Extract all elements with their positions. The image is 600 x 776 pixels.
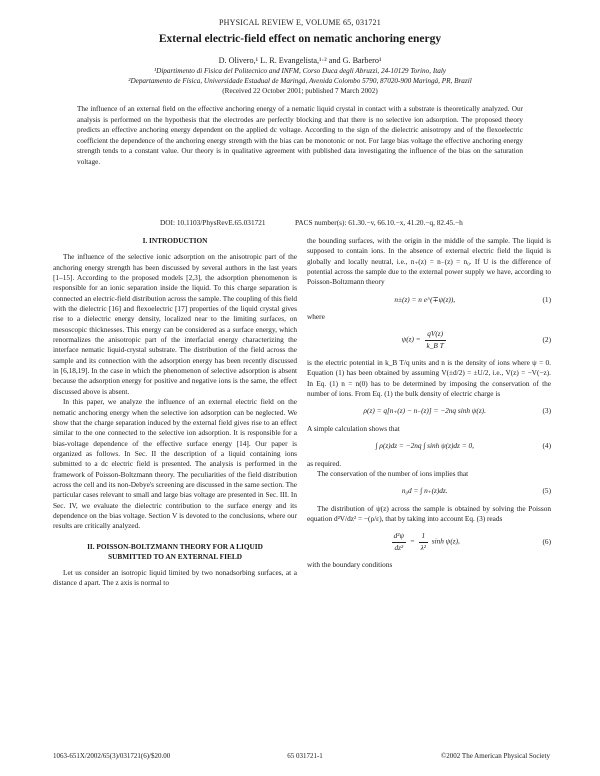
right-column xyxy=(307,236,551,570)
journal-header: PHYSICAL REVIEW E, VOLUME 65, 031721 xyxy=(219,18,381,27)
right-paragraph-6: The distribution of ψ(z) across the sample is obtained by solving the Poisson equation d²V/dz² = −(ρ/ε), that by taking into account Eq. (3) reads xyxy=(307,503,551,523)
equation-6: $\frac{\text{d²ψ}}{\text{dz²}}$ = $\frac{1}{\text{λ²}}$ sinh ψ(z), (6) xyxy=(393,531,551,552)
right-paragraph-7: with the boundary conditions xyxy=(307,559,393,569)
intro-paragraph-2: In this paper, we analyze the influence of an external electric field on the nematic anchoring energy when the selective ion adsorption can be neglected. We show that the charge separation induced by the external field gives rise to an effect similar to the one connected to the selective ion adsorption. It is responsible for a bias-voltage dependence of the effective surface energy [14]. Our paper is organized as follows. In Sec. II the description of a liquid containing ions submitted to a dc electric field is presented. The analysis is performed in the framework of Poisson-Boltzmann theory. The peculiarities of the field distribution across the cell and its non-Debye's screening are discussed in the same section. The particular cases relevant to small and large bias voltage are presented in Sec. III. In Sec. IV, we evaluate the dielectric contribution to the surface energy and its dependence on the bias voltage. Section V is devoted to the conclusions, where our results are critically analyzed. xyxy=(53,397,297,531)
paper-title: External electric-field effect on nematic anchoring energy xyxy=(158,33,442,45)
affiliations xyxy=(40,67,560,86)
equation-2: ψ(z) = $\frac{qV(z)}{\text{k\_B T}}$ (2) xyxy=(401,329,551,350)
section-heading-poisson-boltzmann: II. POISSON-BOLTZMANN THEORY FOR A LIQUID SUBMITTED TO AN EXTERNAL FIELD xyxy=(87,541,263,561)
footer-copyright: ©2002 The American Physical Society xyxy=(440,752,550,760)
section2-paragraph-1: Let us consider an isotropic liquid limited by two nonadsorbing surfaces, at a distance d apart. The z axis is normal to xyxy=(53,567,297,587)
abstract: The influence of an external field on the effective anchoring energy of a nematic liquid crystal in contact with a substrate is theoretically analyzed. Our analysis is performed on the hypothesis that the electrodes are perfectly blocking and that there is no selective ion adsorption. The proposed theory predicts an effective anchoring energy dependent on the applied dc voltage. According to the sign of the dielectric anisotropy and of the flexoelectric coefficient the dependence of the anchoring energy strength with the bias can be monotonic or not. For large bias voltage the effective anchoring energy strength tends to a constant value. Our theory is in qualitative agreement with published data investigating the influence of the bias on the saturation voltage. xyxy=(77,105,523,166)
footer-issn: 1063-651X/2002/65(3)/031721(6)/$20.00 xyxy=(53,752,171,760)
received-date: (Received 22 October 2001; published 7 March 2002) xyxy=(222,87,378,95)
right-paragraph-5: The conservation of the number of ions implies that xyxy=(317,468,469,478)
left-column xyxy=(53,236,297,588)
equation-1: n±(z) = n e^(∓ψ(z)), (1) xyxy=(394,294,551,304)
affiliation-2: ²Departamento de Física, Universidade Estadual de Maringá, Avenida Colombo 5790, 87020-900 Maringá, PR, Brazil xyxy=(128,76,472,85)
section-heading-introduction: I. INTRODUCTION xyxy=(142,236,208,245)
footer-page-number: 65 031721-1 xyxy=(287,752,323,760)
equation-3: ρ(z) = q[n₊(z) − n₋(z)] = −2nq sinh ψ(z). (3) xyxy=(363,406,551,416)
intro-paragraph-1: The influence of the selective ionic adsorption on the anisotropic part of the anchoring energy strength has been discussed by several authors in the last years [1–15]. According to the proposed models [2,3], the adsorption phenomenon is responsible for an ionic separation inside the liquid. To this charge separation is connected an electric-field distribution across the sample. The coupling of this field with the dielectric [16] and flexoelectric [17] properties of the liquid crystal gives rise to a dielectric energy density, localized near to the limiting surfaces, on mesoscopic thicknesses. This energy can be considered as a surface energy, which renormalizes the anisotropic part of the interfacial energy characterizing the interface nematic liquid-crystal substrate. The distribution of the field across the sample and its connection with the adsorption energy has been recently discussed in [6,18,19]. In the case in which the phenomenon of selective adsorption is absent because the adsorption energy for positive and negative ions is the same, the effect discussed above is absent. xyxy=(53,252,297,396)
right-paragraph-4: as required. xyxy=(307,458,342,468)
right-paragraph-3: A simple calculation shows that xyxy=(307,423,400,433)
where-text: where xyxy=(307,312,325,322)
right-paragraph-1: the bounding surfaces, with the origin in the middle of the sample. The liquid is supposed to contain ions. In the absence of external electric field the liquid is globally and locally neutral, i.e., n₊(z) = n₋(z) = n₀. If U is the difference of potential across the sample due to the external power supply we have, according to Poisson-Boltzmann theory xyxy=(307,236,551,287)
author-list: D. Olivero,¹ L. R. Evangelista,¹·² and G. Barbero¹ xyxy=(218,56,382,65)
equation-5: n₀d = ∫ n₊(z)dz. (5) xyxy=(401,486,551,496)
affiliation-1: ¹Dipartimento di Fisica del Politecnico and INFM, Corso Duca degli Abruzzi, 24-10129 Torino, Italy xyxy=(153,67,447,75)
right-paragraph-2: is the electric potential in k_B T/q units and n is the density of ions where ψ = 0. Equation (1) has been obtained by assuming V(±d/2) = ±U/2, i.e., V(z) = −V(−z). In Eq. (1) n = n(0) has to be determined by imposing the conservation of the number of ions. From Eq. (1) the bulk density of electric charge is xyxy=(307,358,551,399)
doi: DOI: 10.1103/PhysRevE.65.031721 xyxy=(160,218,266,227)
pacs-numbers: PACS number(s): 61.30.−v, 66.10.−x, 41.20.−q, 82.45.−h xyxy=(295,218,463,227)
equation-4: ∫ ρ(z)dz = −2nq ∫ sinh ψ(z)dz = 0, (4) xyxy=(375,441,551,451)
